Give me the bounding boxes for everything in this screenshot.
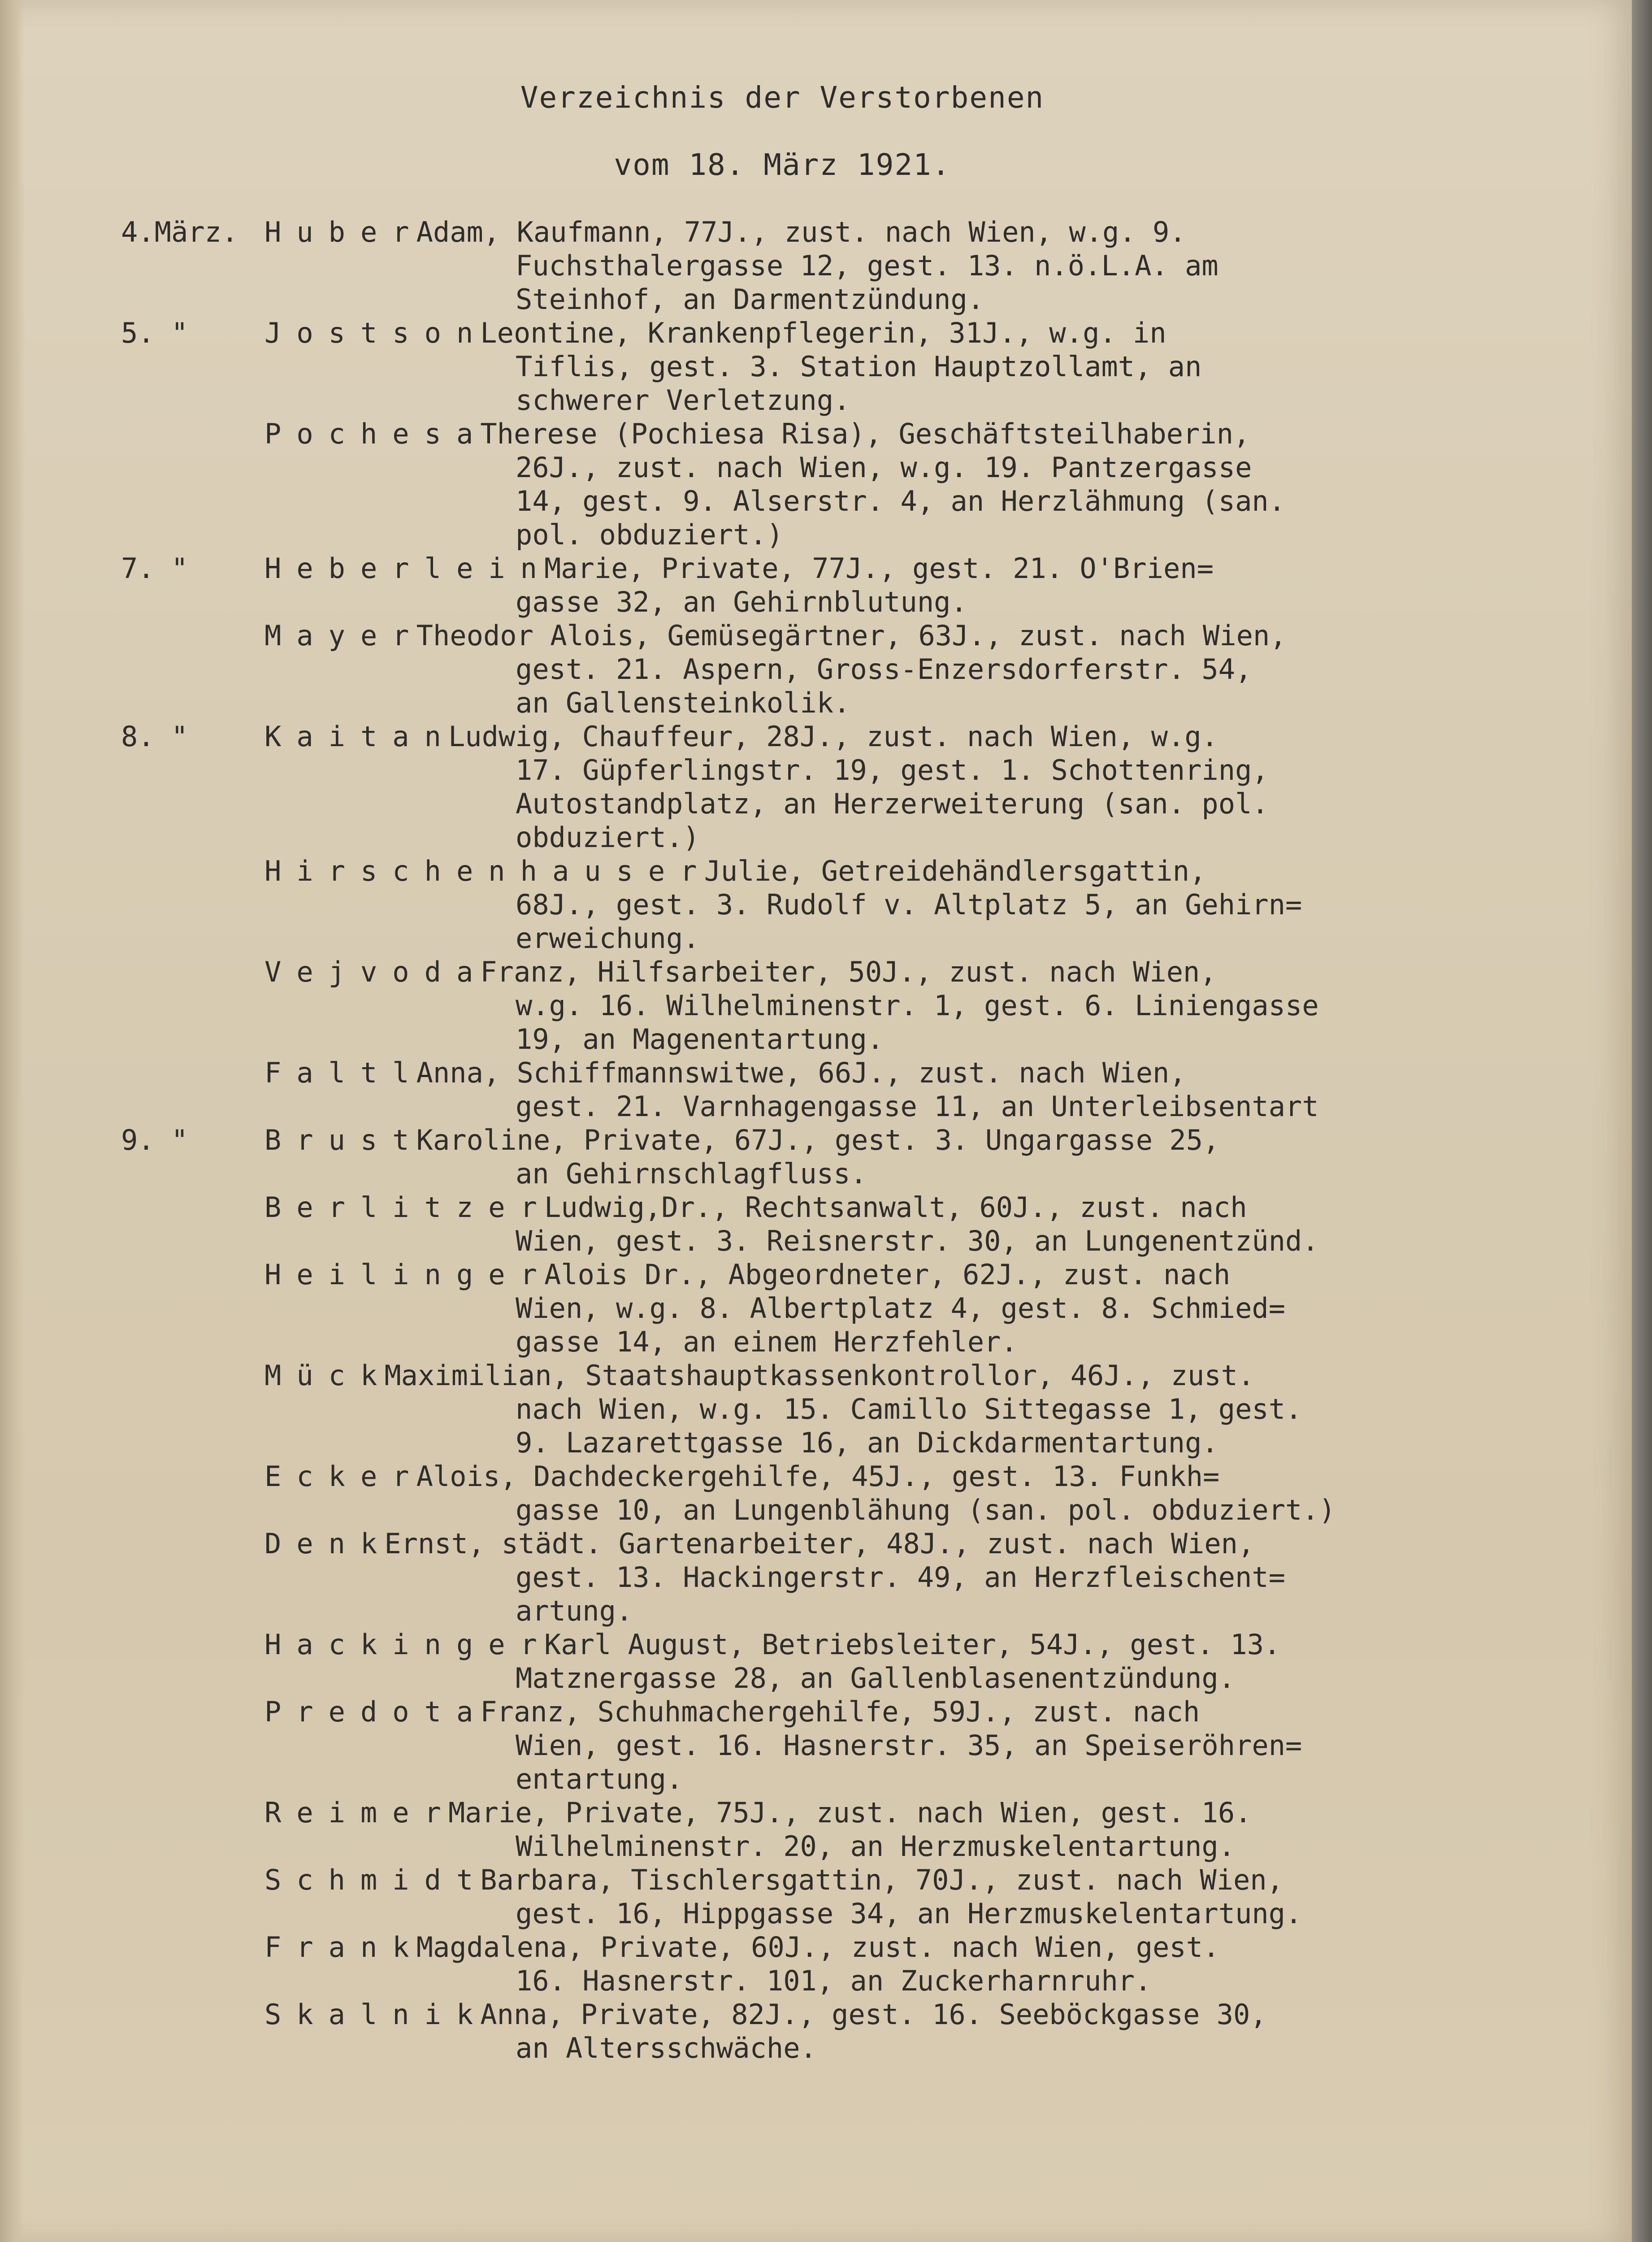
entry-first-line <box>121 1359 1511 1392</box>
register-entry <box>121 552 1511 619</box>
entry-surname: Skalnik <box>264 1998 489 2031</box>
entry-first-line <box>121 854 1511 888</box>
entry-continuation-line: Wilhelminenstr. 20, an Herzmuskelentartung. <box>516 1830 1236 1863</box>
entry-surname: Faltl <box>264 1056 425 1089</box>
page-edge-shadow <box>1632 0 1652 2242</box>
entry-details: Maximilian, Staatshauptkassenkontrollor, 46J., zust. <box>384 1359 1255 1392</box>
entry-continuation-line: Steinhof, an Darmentzündung. <box>516 283 984 316</box>
entry-details: Anna, Schiffmannswitwe, 66J., zust. nach Wien, <box>416 1056 1186 1089</box>
entry-continuation-line: an Altersschwäche. <box>516 2032 817 2064</box>
entry-first-line <box>121 720 1511 753</box>
entry-first-line <box>121 1460 1511 1493</box>
entry-surname: Pochesa <box>264 417 489 450</box>
register-entry <box>121 1796 1511 1863</box>
entry-date: 9. " <box>121 1124 188 1156</box>
register-entry <box>121 1258 1511 1359</box>
entry-continuation-line: 16. Hasnerstr. 101, an Zuckerharnruhr. <box>516 1964 1152 1997</box>
entry-surname: Brust <box>264 1124 425 1156</box>
entry-details: Alois, Dachdeckergehilfe, 45J., gest. 13. Funkh= <box>416 1460 1220 1493</box>
register-entry <box>121 1527 1511 1628</box>
entry-details: Barbara, Tischlersgattin, 70J., zust. nach Wien, <box>480 1864 1283 1896</box>
entry-details: Ludwig, Chauffeur, 28J., zust. nach Wien, w.g. <box>448 720 1218 753</box>
death-register-list <box>121 215 1511 2065</box>
document-title: Verzeichnis der Verstorbenen <box>520 80 1045 115</box>
register-entry <box>121 854 1511 955</box>
entry-continuation-line: an Gallensteinkolik. <box>516 687 850 719</box>
entry-continuation-line: obduziert.) <box>516 821 700 854</box>
entry-continuation-line: gest. 13. Hackingerstr. 49, an Herzfleischent= <box>516 1561 1286 1594</box>
entry-continuation-line: entartung. <box>516 1763 683 1795</box>
entry-continuation-line: gasse 14, an einem Herzfehler. <box>516 1325 1018 1358</box>
register-entry <box>121 955 1511 1056</box>
register-entry <box>121 1191 1511 1258</box>
document-subtitle: vom 18. März 1921. <box>614 148 951 182</box>
entry-details: Theodor Alois, Gemüsegärtner, 63J., zust. nach Wien, <box>416 619 1287 652</box>
entry-first-line <box>121 316 1511 350</box>
entry-date: 5. " <box>121 317 188 349</box>
entry-details: Karl August, Betriebsleiter, 54J., gest. 13. <box>544 1628 1281 1661</box>
entry-continuation-line: gasse 10, an Lungenblähung (san. pol. obduziert.) <box>516 1494 1336 1526</box>
entry-first-line <box>121 1258 1511 1291</box>
entry-continuation-line: nach Wien, w.g. 15. Camillo Sittegasse 1, gest. <box>516 1393 1302 1425</box>
entry-continuation-line: gest. 21. Varnhagengasse 11, an Unterleibsentart <box>516 1090 1319 1123</box>
entry-surname: Denk <box>264 1527 393 1560</box>
register-entry <box>121 1930 1511 1998</box>
entry-date: 7. " <box>121 552 188 585</box>
entry-first-line <box>121 1796 1511 1829</box>
entry-continuation-line: Wien, gest. 16. Hasnerstr. 35, an Speiseröhren= <box>516 1729 1302 1762</box>
entry-continuation-line: gest. 21. Aspern, Gross-Enzersdorferstr. 54, <box>516 653 1252 686</box>
entry-continuation-line: 68J., gest. 3. Rudolf v. Altplatz 5, an Gehirn= <box>516 888 1302 921</box>
register-entry <box>121 1359 1511 1460</box>
entry-details: Magdalena, Private, 60J., zust. nach Wien, gest. <box>416 1931 1220 1964</box>
entry-continuation-line: gasse 32, an Gehirnblutung. <box>516 586 967 618</box>
entry-date: 4.März. <box>121 216 238 248</box>
entry-details: Leontine, Krankenpflegerin, 31J., w.g. in <box>480 317 1166 349</box>
entry-surname: Mück <box>264 1359 393 1392</box>
entry-details: Alois Dr., Abgeordneter, 62J., zust. nach <box>544 1258 1231 1291</box>
register-entry <box>121 1628 1511 1695</box>
entry-details: Anna, Private, 82J., gest. 16. Seeböckgasse 30, <box>480 1998 1267 2031</box>
entry-continuation-line: 19, an Magenentartung. <box>516 1023 884 1056</box>
entry-continuation-line: Fuchsthalergasse 12, gest. 13. n.ö.L.A. am <box>516 249 1218 282</box>
register-entry <box>121 1998 1511 2065</box>
entry-continuation-line: artung. <box>516 1595 633 1627</box>
register-entry <box>121 1695 1511 1796</box>
entry-continuation-line: 17. Güpferlingstr. 19, gest. 1. Schottenring, <box>516 754 1269 786</box>
entry-first-line <box>121 1056 1511 1090</box>
entry-continuation-line: erweichung. <box>516 922 700 955</box>
entry-details: Karoline, Private, 67J., gest. 3. Ungargasse 25, <box>416 1124 1220 1156</box>
entry-first-line <box>121 1930 1511 1964</box>
entry-first-line <box>121 619 1511 652</box>
entry-details: Adam, Kaufmann, 77J., zust. nach Wien, w.g. 9. <box>416 216 1186 248</box>
entry-continuation-line: gest. 16, Hippgasse 34, an Herzmuskelentartung. <box>516 1897 1302 1930</box>
register-entry <box>121 1460 1511 1527</box>
entry-surname: Frank <box>264 1931 425 1964</box>
entry-continuation-line: 26J., zust. nach Wien, w.g. 19. Pantzergasse <box>516 451 1252 484</box>
entry-surname: Vejvoda <box>264 956 489 988</box>
entry-surname: Hirschenhauser <box>264 855 712 887</box>
register-entry <box>121 316 1511 417</box>
entry-details: Ernst, städt. Gartenarbeiter, 48J., zust. nach Wien, <box>384 1527 1255 1560</box>
entry-first-line <box>121 552 1511 585</box>
entry-continuation-line: an Gehirnschlagfluss. <box>516 1157 867 1190</box>
entry-surname: Reimer <box>264 1796 456 1829</box>
entry-first-line <box>121 1628 1511 1661</box>
entry-surname: Jostson <box>264 317 489 349</box>
entry-surname: Predota <box>264 1695 489 1728</box>
entry-first-line <box>121 955 1511 989</box>
entry-first-line <box>121 1527 1511 1560</box>
entry-details: Julie, Getreidehändlersgattin, <box>704 855 1206 887</box>
entry-surname: Mayer <box>264 619 425 652</box>
entry-details: Marie, Private, 75J., zust. nach Wien, gest. 16. <box>448 1796 1252 1829</box>
entry-details: Franz, Hilfsarbeiter, 50J., zust. nach Wien, <box>480 956 1217 988</box>
entry-continuation-line: pol. obduziert.) <box>516 518 784 551</box>
entry-first-line <box>121 1863 1511 1897</box>
entry-surname: Berlitzer <box>264 1191 552 1224</box>
entry-surname: Kaitan <box>264 720 456 753</box>
entry-first-line <box>121 1695 1511 1729</box>
entry-first-line <box>121 1998 1511 2031</box>
entry-details: Therese (Pochiesa Risa), Geschäftsteilhaberin, <box>480 417 1250 450</box>
register-entry <box>121 720 1511 854</box>
register-entry <box>121 1056 1511 1123</box>
register-entry <box>121 215 1511 316</box>
entry-surname: Hackinger <box>264 1628 552 1661</box>
entry-details: Ludwig,Dr., Rechtsanwalt, 60J., zust. nach <box>544 1191 1247 1224</box>
entry-first-line <box>121 417 1511 451</box>
entry-continuation-line: schwerer Verletzung. <box>516 384 850 417</box>
entry-surname: Huber <box>264 216 425 248</box>
entry-details: Franz, Schuhmachergehilfe, 59J., zust. nach <box>480 1695 1200 1728</box>
entry-surname: Schmidt <box>264 1864 489 1896</box>
entry-first-line <box>121 215 1511 249</box>
entry-continuation-line: Matznergasse 28, an Gallenblasenentzündung. <box>516 1662 1236 1695</box>
entry-surname: Heilinger <box>264 1258 552 1291</box>
entry-first-line <box>121 1123 1511 1157</box>
entry-continuation-line: Tiflis, gest. 3. Station Hauptzollamt, an <box>516 350 1202 383</box>
entry-date: 8. " <box>121 720 188 753</box>
register-entry <box>121 1123 1511 1191</box>
entry-first-line <box>121 1191 1511 1224</box>
register-entry <box>121 619 1511 720</box>
entry-continuation-line: 9. Lazarettgasse 16, an Dickdarmentartung. <box>516 1426 1218 1459</box>
entry-continuation-line: Wien, gest. 3. Reisnerstr. 30, an Lungenentzünd. <box>516 1225 1319 1257</box>
register-entry <box>121 417 1511 552</box>
entry-continuation-line: 14, gest. 9. Alserstr. 4, an Herzlähmung (san. <box>516 485 1286 517</box>
entry-continuation-line: Autostandplatz, an Herzerweiterung (san. pol. <box>516 787 1269 820</box>
entry-surname: Heberlein <box>264 552 552 585</box>
entry-continuation-line: w.g. 16. Wilhelminenstr. 1, gest. 6. Liniengasse <box>516 989 1319 1022</box>
register-entry <box>121 1863 1511 1930</box>
entry-details: Marie, Private, 77J., gest. 21. O'Brien= <box>544 552 1214 585</box>
entry-surname: Ecker <box>264 1460 425 1493</box>
entry-continuation-line: Wien, w.g. 8. Albertplatz 4, gest. 8. Schmied= <box>516 1292 1286 1325</box>
